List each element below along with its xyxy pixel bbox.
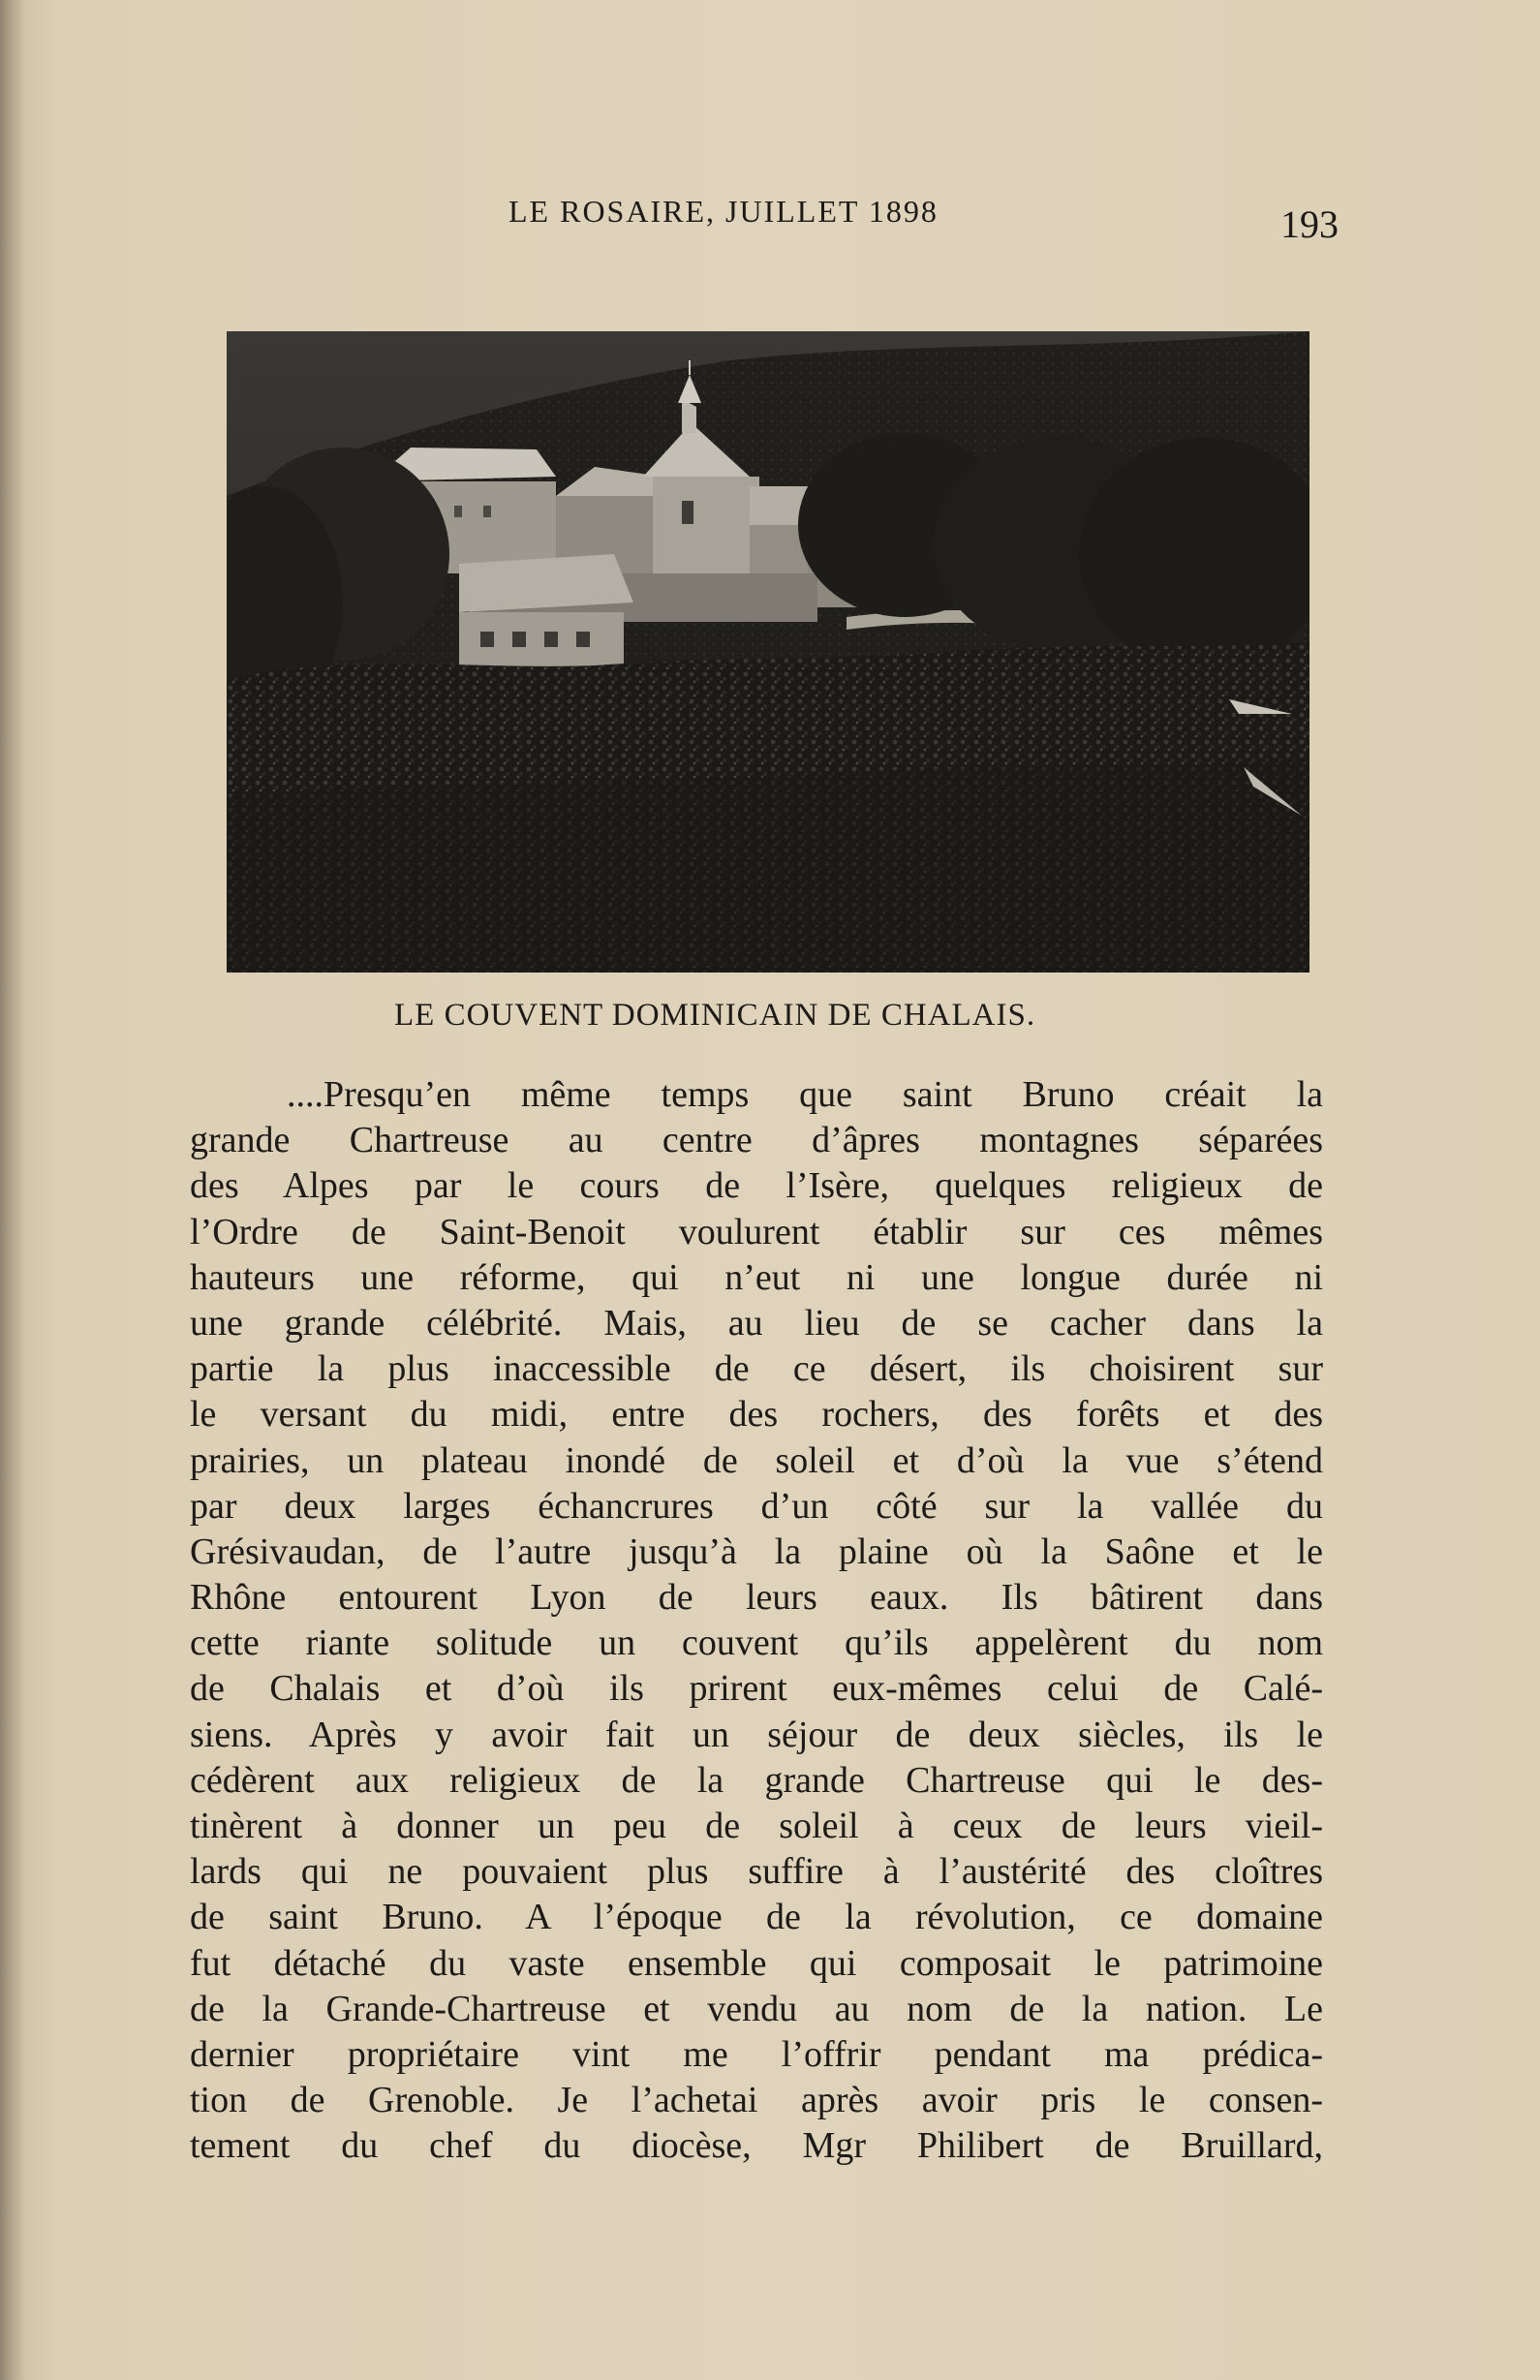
text-line: dernier propriétaire vint me l’offrir pendant ma prédica- (190, 2033, 1323, 2075)
convent-photograph-drawing (227, 331, 1309, 973)
text-line: tement du chef du diocèse, Mgr Philibert de Bruillard, (190, 2125, 1323, 2167)
convent-photograph (227, 331, 1309, 973)
text-line: par deux larges échancrures d’un côté sur la vallée du (190, 1485, 1323, 1527)
text-line: l’Ordre de Saint-Benoit voulurent établir sur ces mêmes (190, 1211, 1323, 1252)
text-line: une grande célébrité. Mais, au lieu de se cacher dans la (190, 1302, 1323, 1344)
running-header: LE ROSAIRE, JUILLET 1898 (508, 194, 939, 229)
text-line: tion de Grenoble. Je l’achetai après avoir pris le consen- (190, 2080, 1323, 2121)
text-line: prairies, un plateau inondé de soleil et d’où la vue s’étend (190, 1439, 1323, 1481)
body-paragraph (190, 1072, 1323, 2170)
text-line: fut détaché du vaste ensemble qui composait le patrimoine (190, 1942, 1323, 1984)
text-line: hauteurs une réforme, qui n’eut ni une longue durée ni (190, 1256, 1323, 1298)
text-line: de saint Bruno. A l’époque de la révolution, ce domaine (190, 1897, 1323, 1938)
text-line: lards qui ne pouvaient plus suffire à l’austérité des cloîtres (190, 1851, 1323, 1893)
text-line: Rhône entourent Lyon de leurs eaux. Ils bâtirent dans (190, 1577, 1323, 1619)
text-line: cette riante solitude un couvent qu’ils appelèrent du nom (190, 1623, 1323, 1664)
text-line: de la Grande-Chartreuse et vendu au nom de la nation. Le (190, 1988, 1323, 2029)
text-line: grande Chartreuse au centre d’âpres montagnes séparées (190, 1120, 1323, 1161)
text-line: ....Presqu’en même temps que saint Bruno créait la (287, 1074, 1323, 1115)
text-line: des Alpes par le cours de l’Isère, quelques religieux de (190, 1165, 1323, 1207)
text-line: siens. Après y avoir fait un séjour de deux siècles, ils le (190, 1714, 1323, 1755)
text-line: le versant du midi, entre des rochers, des forêts et des (190, 1394, 1323, 1436)
text-line: tinèrent à donner un peu de soleil à ceux de leurs vieil- (190, 1806, 1323, 1846)
text-line: cédèrent aux religieux de la grande Chartreuse qui le des- (190, 1759, 1323, 1801)
text-line: de Chalais et d’où ils prirent eux-mêmes celui de Calé- (190, 1668, 1323, 1710)
text-line: partie la plus inaccessible de ce désert, ils choisirent sur (190, 1348, 1323, 1390)
page-number: 193 (1280, 202, 1339, 246)
binding-gutter-shadow (0, 0, 25, 2380)
figure-caption: LE COUVENT DOMINICAIN DE CHALAIS. (394, 998, 1036, 1033)
text-line: Grésivaudan, de l’autre jusqu’à la plaine où la Saône et le (190, 1530, 1323, 1572)
